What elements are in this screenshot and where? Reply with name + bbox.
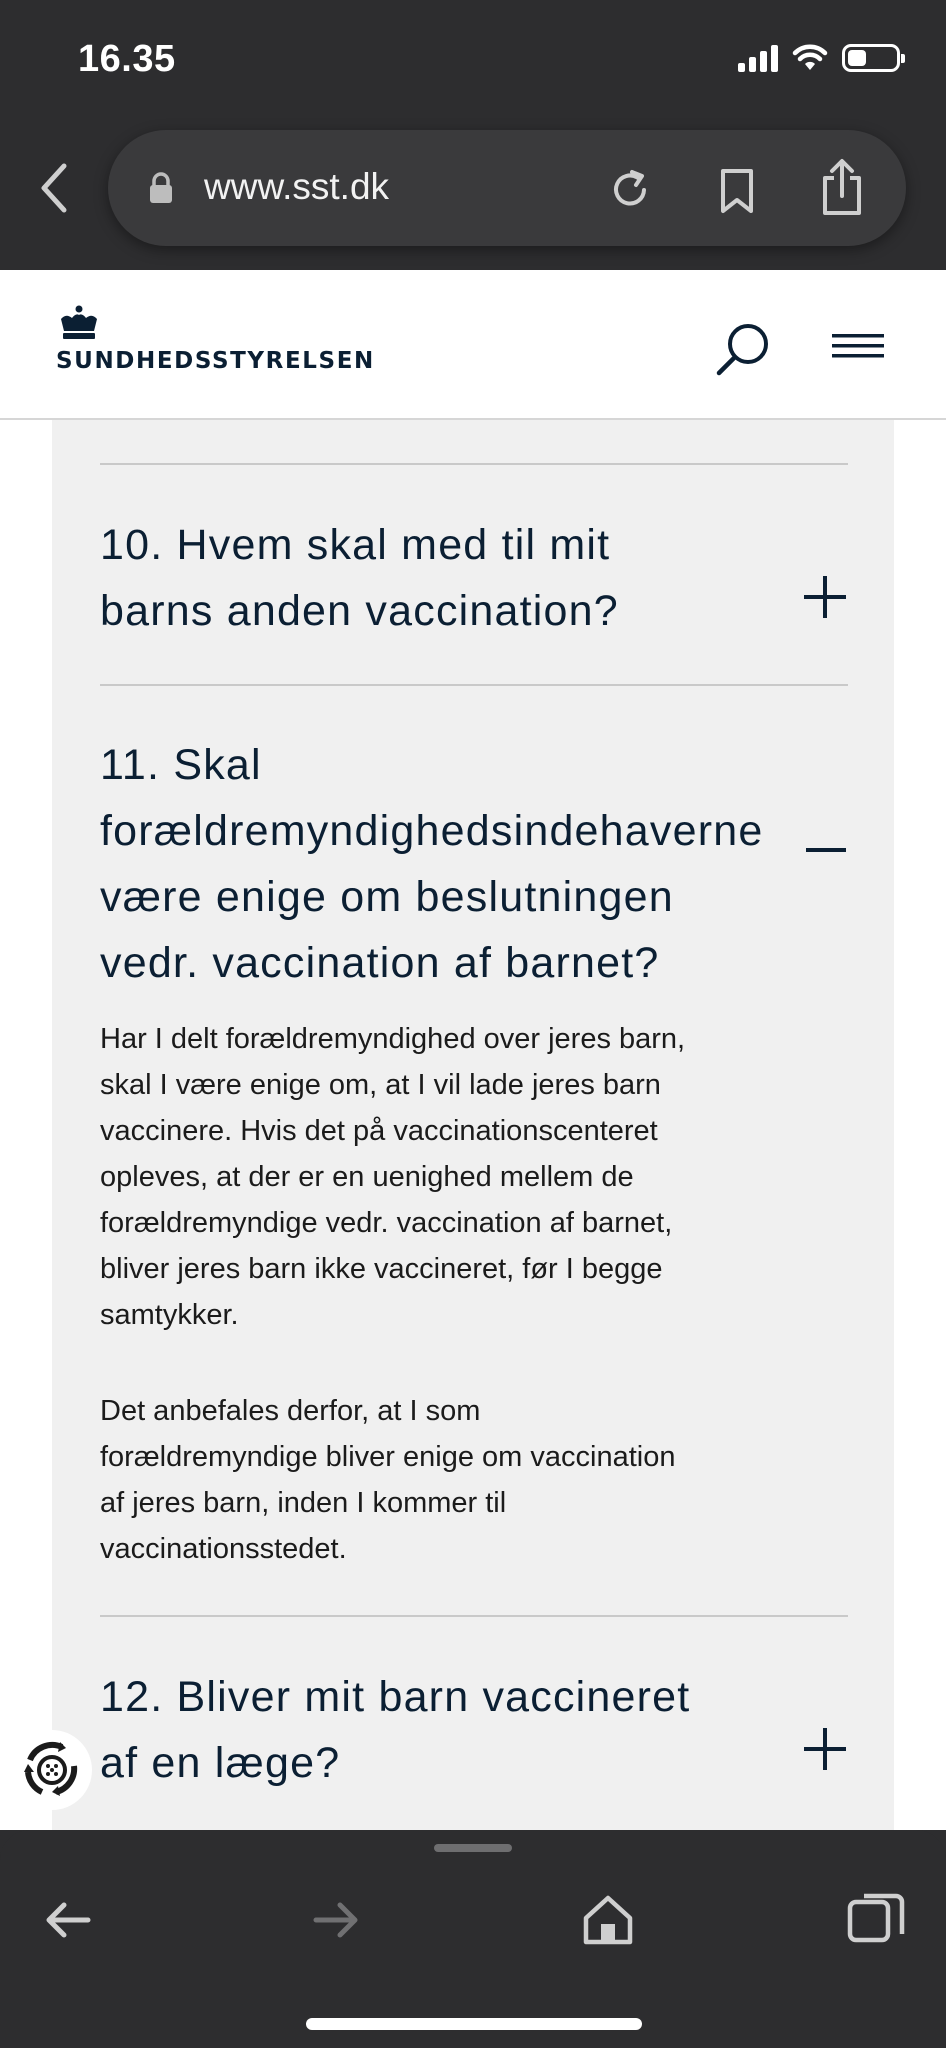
faq-accordion (52, 420, 894, 1830)
hamburger-icon[interactable] (830, 326, 886, 366)
wifi-icon (792, 44, 828, 72)
url-text[interactable]: www.sst.dk (204, 166, 390, 207)
arrow-right-icon[interactable] (306, 1890, 366, 1950)
home-indicator[interactable] (306, 2018, 642, 2030)
faq-question[interactable]: 12. Bliver mit barn vaccineret af en læge? (100, 1673, 691, 1787)
accessibility-widget-icon (12, 1730, 92, 1810)
faq-answer-paragraph: Det anbefales derfor, at I som forældremyndige bliver enige om vaccination af jeres barn, inden I kommer til vaccinationsstedet. (100, 1395, 676, 1565)
battery-icon (842, 44, 900, 72)
reload-icon[interactable] (608, 168, 652, 212)
expand-plus-icon[interactable] (804, 576, 846, 618)
sheet-grabber[interactable] (434, 1844, 512, 1852)
address-bar[interactable] (108, 130, 906, 246)
crown-icon (56, 304, 102, 342)
divider (100, 684, 848, 686)
browser-bottom-toolbar (0, 1830, 946, 2048)
collapse-minus-icon[interactable] (806, 848, 846, 852)
cellular-signal-icon (738, 44, 778, 72)
faq-question[interactable]: 11. Skal forældremyndighedsindehaverne være enige om beslutningen vedr. vaccination af barnet? (100, 741, 764, 987)
faq-answer-paragraph: Har I delt forældremyndighed over jeres barn, skal I være enige om, at I vil lade jeres barn vaccinere. Hvis det på vaccinationscenteret opleves, at der er en uenighed mellem de forældremyndige vedr. vaccination af barnet, bliver jeres barn ikke vaccineret, før I begge samtykker. (100, 1023, 686, 1331)
home-icon[interactable] (578, 1890, 638, 1950)
accessibility-widget-button[interactable] (12, 1730, 92, 1810)
bookmark-icon[interactable] (718, 168, 756, 214)
browser-toolbar (0, 120, 946, 270)
share-icon[interactable] (820, 158, 864, 216)
status-time: 16.35 (78, 38, 176, 80)
sundhedsstyrelsen-logo[interactable] (56, 304, 375, 374)
expand-plus-icon[interactable] (804, 1728, 846, 1770)
search-icon[interactable] (714, 320, 772, 378)
site-header (0, 270, 946, 420)
chevron-left-icon[interactable] (34, 160, 74, 216)
faq-question[interactable]: 10. Hvem skal med til mit barns anden vaccination? (100, 521, 619, 635)
tabs-icon[interactable] (846, 1890, 906, 1950)
logo-text: SUNDHEDSSTYRELSEN (56, 348, 375, 374)
lock-icon (148, 172, 174, 204)
divider (100, 1615, 848, 1617)
divider (100, 463, 848, 465)
status-icons (738, 44, 900, 72)
arrow-left-icon[interactable] (38, 1890, 98, 1950)
status-bar (0, 0, 946, 120)
page-content (0, 420, 946, 1830)
